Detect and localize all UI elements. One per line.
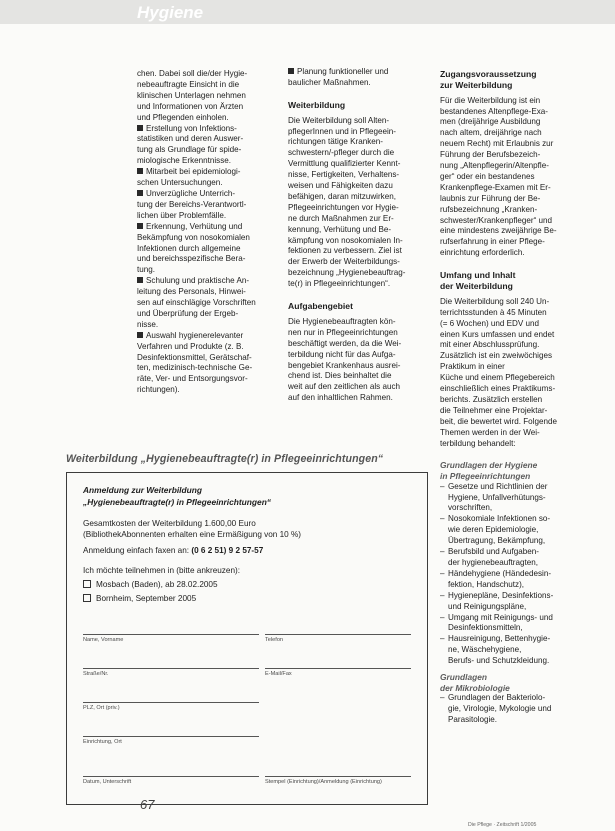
column-2: [288, 67, 428, 404]
text-line: klinischen Unterlagen nehmen: [137, 90, 246, 100]
square-bullet-icon: [137, 332, 143, 338]
form-subtitle: „Hygienebeauftragte(r) in Pflegeeinrichtungen“: [83, 497, 271, 507]
registration-form-box: [66, 472, 428, 805]
section-title: Hygiene: [137, 3, 204, 22]
umfang-text: Die Weiterbildung soll 240 Un- terrichtsstunden à 45 Minuten (= 6 Wochen) und EDV und einen Kurs umfassen und endet mit einer Abschlussprüfung. Zusätzlich ist ein zweiwöchiges Praktikum in einer Küche und einem Pflegebereich einschließlich eines Praktikums- berichts. Zusätzlich erstellen die Teilnehmer eine Projektar- beit, die bewertet wird. Folgende Themen werden in der Wei- terbildung behandelt:: [440, 296, 557, 448]
stamp-field-label: Stempel (Einrichtung)/Anmeldung (Einrichtung): [265, 779, 382, 785]
facility-field-label: Einrichtung, Ort: [83, 739, 122, 745]
page-number: 67: [140, 797, 155, 812]
list-item: – Grundlagen der Bakteriolo- gie, Virologie, Mykologie und Parasitologie.: [440, 693, 574, 726]
task-bullet: Auswahl hygienerelevanter Verfahren und Produkte (z. B. Desinfektionsmittel, Gerätschaf- ten, medizinisch-technische Ge- räte, Ver- und Entsorgungsvor- richtungen).: [137, 330, 253, 395]
facility-field[interactable]: [83, 736, 259, 737]
weiterbildung-heading: Weiterbildung: [288, 99, 346, 110]
grundlagen-mikrobiologie-heading: Grundlagen der Mikrobiologie: [440, 672, 510, 693]
square-bullet-icon: [137, 125, 143, 131]
task-bullet: Erkennung, Verhütung und Bekämpfung von nosokomialen Infektionen durch allgemeine und bereichsspezifische Bera- tung.: [137, 221, 250, 275]
option-mosbach[interactable]: Mosbach (Baden), ab 28.02.2005: [83, 580, 218, 590]
text-line: nebeauftragte Einsicht in die: [137, 79, 240, 89]
list-item: – Nosokomiale Infektionen so- wie deren Epidemiologie, Übertragung, Bekämpfung,: [440, 514, 574, 547]
column-1: [137, 69, 276, 396]
section-header-bar: [0, 0, 615, 24]
aufgabengebiet-heading: Aufgabengebiet: [288, 301, 353, 312]
square-bullet-icon: [137, 223, 143, 229]
square-bullet-icon: [137, 277, 143, 283]
list-item: – Gesetze und Richtlinien der Hygiene, Unfallverhütungs- vorschriften,: [440, 482, 574, 515]
journal-reference: Die Pflege · Zeitschrift 1/2005: [468, 822, 537, 828]
list-item: – Hygienepläne, Desinfektions- und Reinigungspläne,: [440, 591, 574, 613]
col1-intro: [137, 69, 276, 124]
list-item: – Umgang mit Reinigungs- und Desinfektionsmitteln,: [440, 613, 574, 635]
fax-number: (0 6 2 51) 9 2 57-57: [191, 546, 264, 555]
list-item: – Händehygiene (Händedesin- fektion, Handschutz),: [440, 569, 574, 591]
grundlagen-hygiene-heading: Grundlagen der Hygiene in Pflegeeinrichtungen: [440, 460, 538, 482]
text-line: und Informationen von Ärzten: [137, 101, 244, 111]
cost-line: Gesamtkosten der Weiterbildung 1.600,00 Euro: [83, 519, 256, 528]
name-field-label: Name, Vorname: [83, 637, 124, 643]
aufgabengebiet-text: Die Hygienebeauftragten kön- nen nur in Pflegeeinrichtungen beschäftigt werden, da die Wei- terbildung nicht für das Aufga- bengebiet Krankenhaus ausrei- chend ist. Dies beinhaltet die weit auf den zeitlichen als auch auf den inhaltlichen Rahmen.: [288, 316, 402, 403]
stamp-field[interactable]: [265, 776, 411, 777]
task-bullet: Erstellung von Infektions- statistiken und deren Auswer- tung als Grundlage für spide- miologische Erkenntnisse.: [137, 123, 244, 166]
checkbox-icon[interactable]: [83, 580, 91, 588]
choose-location-label: Ich möchte teilnehmen in (bitte ankreuzen):: [83, 566, 241, 575]
street-field[interactable]: [83, 668, 259, 669]
option-bornheim[interactable]: Bornheim, September 2005: [83, 594, 196, 604]
column-3: [440, 69, 574, 726]
phone-field[interactable]: [265, 634, 411, 635]
date-signature-field-label: Datum, Unterschrift: [83, 779, 132, 785]
phone-field-label: Telefon: [265, 637, 284, 643]
zugang-text: Für die Weiterbildung ist ein bestandenes Altenpflege-Exa- men (dreijährige Ausbildung nach altem, dreijährige nach neuem Recht) mit Erlaubnis zur Führung der Berufsbezeich- nung „Altenpflegerin/Altenpfle- ger“ oder ein bestandenes Krankenpflege-Examen mit Er- laubnis zur Führung der Be- rufsbezeichnung „Kranken- schwester/Krankenpfleger“ und eine mindestens zweijährige Be- rufserfahrung in einer Pflege- einrichtung erforderlich.: [440, 95, 557, 258]
email-field[interactable]: [265, 668, 411, 669]
task-bullet: Unverzügliche Unterrich- tung der Bereichs-Verantwortl- lichen über Problemfälle.: [137, 188, 247, 220]
fax-line: [83, 546, 263, 556]
text-line: und Pflegenden einholen.: [137, 112, 229, 122]
name-field[interactable]: [83, 634, 259, 635]
umfang-heading: Umfang und Inhalt der Weiterbildung: [440, 270, 516, 291]
date-signature-field[interactable]: [83, 776, 259, 777]
registration-form-heading: Weiterbildung „Hygienebeauftragte(r) in Pflegeeinrichtungen“: [66, 453, 384, 465]
zip-city-field[interactable]: [83, 702, 259, 703]
discount-line: (BibliothekAbonnenten erhalten eine Ermäßigung von 10 %): [83, 530, 302, 539]
email-field-label: E-Mail/Fax: [265, 671, 292, 677]
square-bullet-icon: [137, 190, 143, 196]
square-bullet-icon: [137, 168, 143, 174]
fax-label: Anmeldung einfach faxen an:: [83, 546, 190, 555]
task-bullet: Schulung und praktische An- leitung des Personals, Hinwei- sen auf einschlägige Vorschriften und Überprüfung der Ergeb- nisse.: [137, 276, 256, 329]
square-bullet-icon: [288, 68, 294, 74]
task-bullet: Mitarbeit bei epidemiologi- schen Untersuchungen.: [137, 167, 241, 188]
task-bullet: Planung funktioneller und baulicher Maßnahmen.: [288, 67, 389, 87]
form-title: Anmeldung zur Weiterbildung: [83, 485, 202, 495]
street-field-label: Straße/Nr.: [83, 671, 109, 677]
zip-city-field-label: PLZ, Ort (priv.): [83, 705, 120, 711]
grundlagen-mikrobiologie-list: [440, 693, 574, 726]
weiterbildung-text: Die Weiterbildung soll Alten- pflegerInnen und in Pflegeein- richtungen tätige Kranken- schwestern/-pfleger durch die Vermittlung qualifizierter Kennt- nisse, Fertigkeiten, Verhaltens- weisen und Fähigkeiten dazu befähigen, daran mitzuwirken, Pflegeeinrichtungen vor Hygie- ne durch Maßnahmen zur Er- kennung, Verhütung und Be- kämpfung von nosokomialen In- fektionen zu verbessern. Ziel ist der Erwerb der Weiterbildungs- bezeichnung „Hygienebeauftrag- te(r) in Pflegeeinrichtungen“.: [288, 115, 406, 289]
zugang-heading: Zugangsvoraussetzung zur Weiterbildung: [440, 69, 537, 90]
text-line: chen. Dabei soll die/der Hygie-: [137, 69, 248, 78]
list-item: – Hausreinigung, Bettenhygie- ne, Wäschehygiene, Berufs- und Schutzkleidung.: [440, 634, 574, 667]
list-item: – Berufsbild und Aufgaben- der hygienebeauftragten,: [440, 547, 574, 569]
checkbox-icon[interactable]: [83, 594, 91, 602]
grundlagen-hygiene-list: [440, 482, 574, 667]
